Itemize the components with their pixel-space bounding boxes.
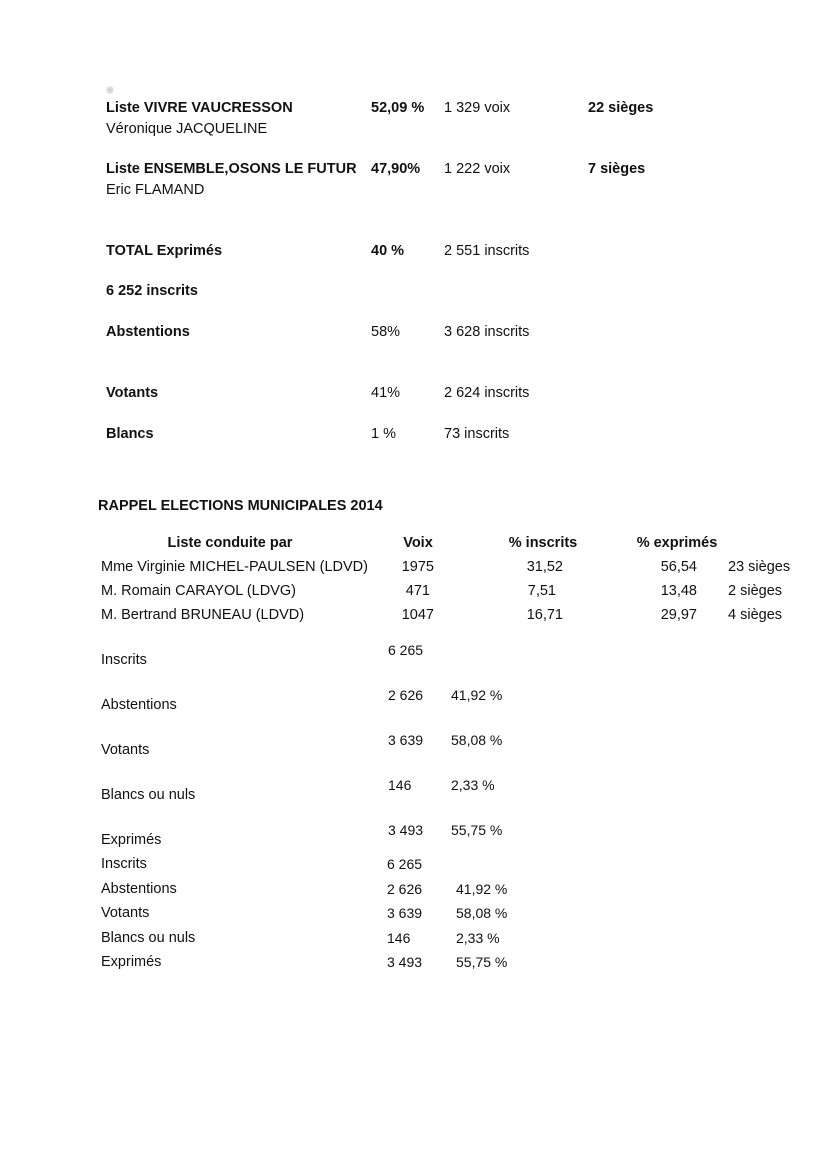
row-pct-expressed: 56,54 <box>660 559 697 575</box>
total-count: 2 551 inscrits <box>444 243 530 259</box>
list-leader: Eric FLAMAND <box>106 182 205 198</box>
abstentions-percent: 58% <box>371 324 401 340</box>
row-seats: 2 sièges <box>728 583 783 599</box>
column-header-pct-expressed: % exprimés <box>636 535 718 551</box>
voters-count: 2 624 inscrits <box>444 385 530 401</box>
stat-count: 146 <box>388 777 412 793</box>
stat-count: 146 <box>387 930 411 946</box>
row-pct-registered: 16,71 <box>526 607 563 623</box>
total-label: TOTAL Exprimés <box>106 243 223 259</box>
stat-percent: 55,75 % <box>456 954 508 970</box>
list-percent: 47,90% <box>371 161 421 177</box>
stat-label: Inscrits <box>101 652 147 668</box>
list-leader: Véronique JACQUELINE <box>106 121 268 137</box>
row-pct-registered: 7,51 <box>527 583 556 599</box>
stat-percent: 2,33 % <box>451 777 495 793</box>
blank-count: 73 inscrits <box>444 426 510 442</box>
stat-count: 2 626 <box>388 687 424 703</box>
row-seats: 23 sièges <box>728 559 791 575</box>
stat-label: Votants <box>101 742 150 758</box>
list-votes: 1 329 voix <box>444 100 511 116</box>
stat-label: Abstentions <box>101 881 177 897</box>
column-header-votes: Voix <box>403 535 433 551</box>
total-percent: 40 % <box>371 243 405 259</box>
stat-percent: 2,33 % <box>456 930 500 946</box>
row-votes: 1047 <box>401 607 434 623</box>
abstentions-count: 3 628 inscrits <box>444 324 530 340</box>
stat-count: 6 265 <box>388 642 424 658</box>
list-seats: 7 sièges <box>588 161 646 177</box>
voters-percent: 41% <box>371 385 401 401</box>
row-seats: 4 sièges <box>728 607 783 623</box>
row-leader: M. Romain CARAYOL (LDVG) <box>101 583 296 599</box>
stat-label: Blancs ou nuls <box>101 930 196 946</box>
stat-label: Inscrits <box>101 856 147 872</box>
stat-percent: 41,92 % <box>456 881 508 897</box>
row-votes: 471 <box>405 583 430 599</box>
stat-label: Votants <box>101 905 150 921</box>
row-leader: M. Bertrand BRUNEAU (LDVD) <box>101 607 305 623</box>
row-pct-registered: 31,52 <box>526 559 563 575</box>
list-name: Liste ENSEMBLE,OSONS LE FUTUR <box>106 161 357 177</box>
stat-label: Abstentions <box>101 697 177 713</box>
stat-count: 2 626 <box>387 881 423 897</box>
list-votes: 1 222 voix <box>444 161 511 177</box>
stat-label: Blancs ou nuls <box>101 787 196 803</box>
registered-count: 6 252 inscrits <box>106 283 198 299</box>
stat-percent: 58,08 % <box>451 732 503 748</box>
row-pct-expressed: 13,48 <box>660 583 697 599</box>
scan-artifact <box>106 86 114 94</box>
section-title: RAPPEL ELECTIONS MUNICIPALES 2014 <box>98 498 383 514</box>
list-name: Liste VIVRE VAUCRESSON <box>106 100 293 116</box>
stat-count: 3 639 <box>388 732 424 748</box>
stat-count: 3 493 <box>388 822 424 838</box>
row-leader: Mme Virginie MICHEL-PAULSEN (LDVD) <box>101 559 368 575</box>
abstentions-label: Abstentions <box>106 324 190 340</box>
stat-percent: 41,92 % <box>451 687 503 703</box>
voters-label: Votants <box>106 385 159 401</box>
row-pct-expressed: 29,97 <box>660 607 697 623</box>
stat-label: Exprimés <box>101 832 162 848</box>
stat-count: 3 493 <box>387 954 423 970</box>
stat-count: 3 639 <box>387 905 423 921</box>
list-seats: 22 sièges <box>588 100 654 116</box>
column-header-pct-registered: % inscrits <box>508 535 578 551</box>
stat-count: 6 265 <box>387 856 423 872</box>
row-votes: 1975 <box>401 559 434 575</box>
blank-percent: 1 % <box>371 426 396 442</box>
list-percent: 52,09 % <box>371 100 425 116</box>
blank-label: Blancs <box>106 426 154 442</box>
stat-percent: 55,75 % <box>451 822 503 838</box>
stat-percent: 58,08 % <box>456 905 508 921</box>
stat-label: Exprimés <box>101 954 162 970</box>
column-header-leader: Liste conduite par <box>167 535 293 551</box>
